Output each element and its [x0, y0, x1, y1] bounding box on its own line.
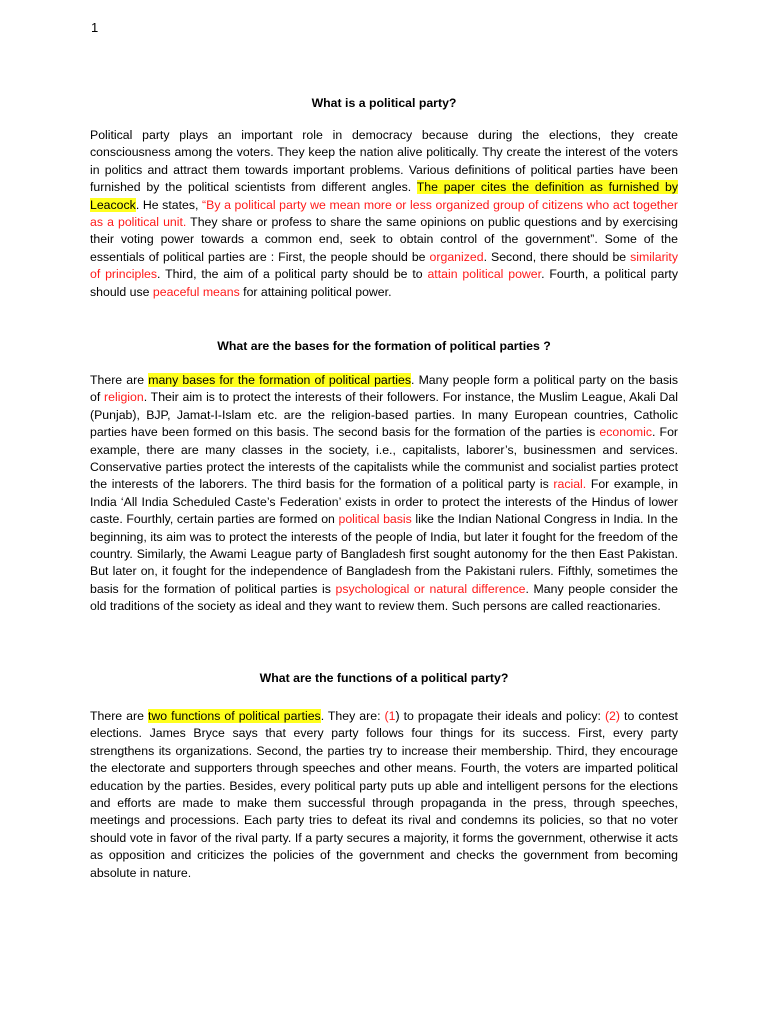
body-text: . He states, [135, 197, 203, 212]
red-emphasis-text: psychological or natural difference [335, 581, 526, 596]
red-emphasis-text: peaceful means [152, 284, 240, 299]
body-text: For example, in India ‘All India Scheduled Caste’s Federation’ exists in order to protect the interests of the Hindus of lower caste. Fourthly, certain parties are formed on [90, 477, 678, 527]
body-text: There are [90, 709, 148, 723]
body-text: There are [90, 373, 149, 387]
body-text: . Many people consider the old traditions of the society as ideal and they want to review them. Such persons are called reactionaries. [90, 581, 679, 614]
red-emphasis-text: organized [429, 249, 484, 264]
body-text: . For example, there are many classes in the society, i.e., capitalists, laborer’s, businessmen and services. Conservative parties protect the interests of the capitalists while the communist and socialist parties protect the interests of the laborers. The third basis for the formation of a political party is [90, 425, 678, 492]
body-text: ) to propagate their ideals and policy: [395, 709, 605, 723]
red-emphasis-text: attain political power [427, 267, 542, 282]
heading-bases-formation: What are the bases for the formation of political parties ? [217, 339, 551, 353]
body-text: . Second, there should be [483, 249, 631, 264]
body-text: They share or profess to share the same opinions on public questions and by exercising their voting power towards a common end, seek to obtain control of the government”. Some of the essentials of political parties are : First, the people should be [90, 215, 678, 264]
body-text: . They are: [320, 709, 385, 723]
red-emphasis-text: religion [104, 390, 144, 405]
highlighted-text: The paper cites the definition as furnished by Leacock [90, 180, 678, 212]
body-text: . Third, the aim of a political party should be to [157, 267, 428, 282]
red-emphasis-text: political basis [338, 512, 412, 527]
body-text: . Their aim is to protect the interests of their followers. For instance, the Muslim League, Akali Dal (Punjab), BJP, Jamat-I-Islam etc. are the religion-based parties. In many European countries, Catholic parties have been formed on this basis. The second basis for the formation of the parties is [90, 390, 678, 440]
page-number: 1 [91, 20, 99, 35]
body-text: . Many people form a political party on the basis of [90, 373, 678, 405]
highlighted-text: two functions of political parties [147, 709, 321, 723]
red-emphasis-text: “By a political party we mean more or less organized group of citizens who act together as a political unit. [90, 197, 678, 230]
red-emphasis-text: economic [599, 425, 653, 440]
body-text: Political party plays an important role in democracy because during the elections, they create consciousness among the voters. They keep the nation alive politically. Thy create the interest of the voters in politics and attract them towards important problems. Various definitions of political parties have been furnished by the political scientists from different angles. [90, 128, 678, 195]
body-text: . Fourth, a political party should use [90, 267, 678, 299]
paragraph-what-is-party [90, 127, 678, 301]
paragraph-functions [90, 708, 678, 882]
red-emphasis-text: similarity of principles [90, 249, 678, 282]
body-text: for attaining political power. [239, 284, 392, 299]
red-emphasis-text: racial. [553, 477, 587, 492]
paragraph-bases-formation [90, 372, 678, 616]
red-emphasis-text: (2) [604, 709, 620, 723]
heading-what-is-party: What is a political party? [311, 96, 457, 110]
body-text: to contest elections. James Bryce says that every party follows four things for its success. First, every party strengthens its organizations. Second, the parties try to increase their membership. Third, they encourage the electorate and supporters through speeches and other means. Fourth, the voters are imparted political education by the parties. Besides, every political party puts up able and intelligent persons for the elections and efforts are made to make them successful through propaganda in the press, through speeches, meetings and processions. Each party tries to defeat its rival and condemns its policies, so that no voter should vote in favor of the rival party. If a party secures a majority, it forms the government, otherwise it acts as opposition and criticizes the policies of the government and checks the government from becoming absolute in nature. [90, 709, 678, 880]
red-emphasis-text: (1 [384, 709, 396, 723]
highlighted-text: many bases for the formation of political parties [148, 373, 411, 387]
heading-functions: What are the functions of a political party? [259, 671, 509, 685]
body-text: like the Indian National Congress in India. In the beginning, its aim was to protect the interests of the people of India, but later it fought for the freedom of the country. Similarly, the Awami League party of Bangladesh first sought autonomy for the then East Pakistan. But later on, it fought for the independence of Bangladesh from the Pakistani rulers. Fifthly, sometimes the basis for the formation of political parties is [90, 512, 679, 596]
